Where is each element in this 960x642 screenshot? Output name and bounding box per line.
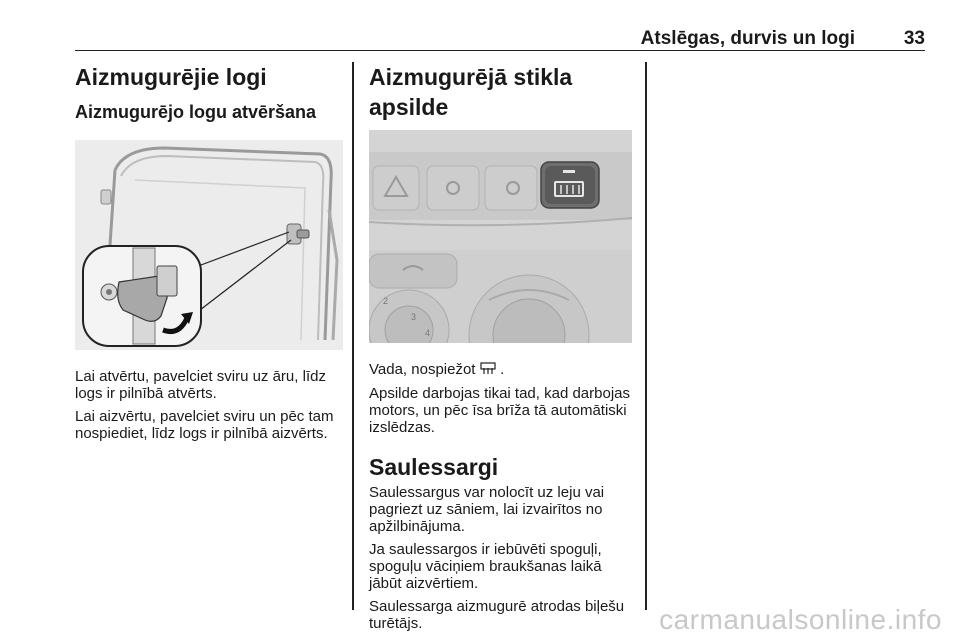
latch-drawing (75, 140, 343, 350)
paragraph-sunvisor-fold: Saulessargus var nolocīt uz leju vai pagriezt uz sāniem, lai izvairītos no apžilbinājuma. (369, 484, 605, 535)
paragraph-open-window: Lai atvērtu, pavelciet sviru uz āru, līdz logs ir pilnībā atvērts. (75, 368, 326, 402)
column-divider-left (352, 62, 354, 610)
operate-text-end: . (500, 361, 505, 378)
page-header (75, 28, 925, 51)
section-title-rear-windows: Aizmugurējie logi (75, 64, 267, 90)
dial-number-2: 2 (383, 296, 389, 306)
paragraph-operate (369, 361, 634, 379)
paragraph-sunvisor-mirror: Ja saulessargos ir iebūvēti spoguļi, spoguļu vāciņiem braukšanas laikā jābūt aizvērtiem. (369, 541, 602, 592)
rear-window-latch-illustration (75, 140, 343, 350)
dial-number-4: 4 (425, 328, 431, 338)
watermark: carmanualsonline.info (659, 604, 942, 635)
section-title-sun-visors: Saulessargi (369, 454, 499, 480)
dashboard-switches-illustration (369, 130, 632, 343)
section-title-rear-window-heating: Aizmugurējā stikla apsilde (369, 64, 573, 120)
subsection-title-opening: Aizmugurējo logu atvēršana (75, 102, 317, 122)
operate-text: Vada, nospiežot (369, 361, 476, 378)
chapter-title: Atslēgas, durvis un logi (640, 28, 855, 49)
paragraph-sunvisor-ticket: Saulessarga aizmugurē atrodas biļešu turētājs. (369, 598, 625, 632)
dashboard-drawing (369, 130, 632, 343)
page-number: 33 (903, 28, 925, 49)
paragraph-heating-info: Apsilde darbojas tikai tad, kad darbojas motors, un pēc īsa brīža tā automātiski izslēdzas. (369, 385, 630, 436)
dial-number-3: 3 (411, 312, 417, 322)
paragraph-close-window: Lai aizvērtu, pavelciet sviru un pēc tam nospiediet, līdz logs ir pilnībā aizvērts. (75, 408, 334, 442)
left-column (75, 62, 343, 448)
column-divider-right (645, 62, 647, 610)
right-column (369, 62, 634, 638)
rear-window-heating-icon (480, 362, 500, 378)
